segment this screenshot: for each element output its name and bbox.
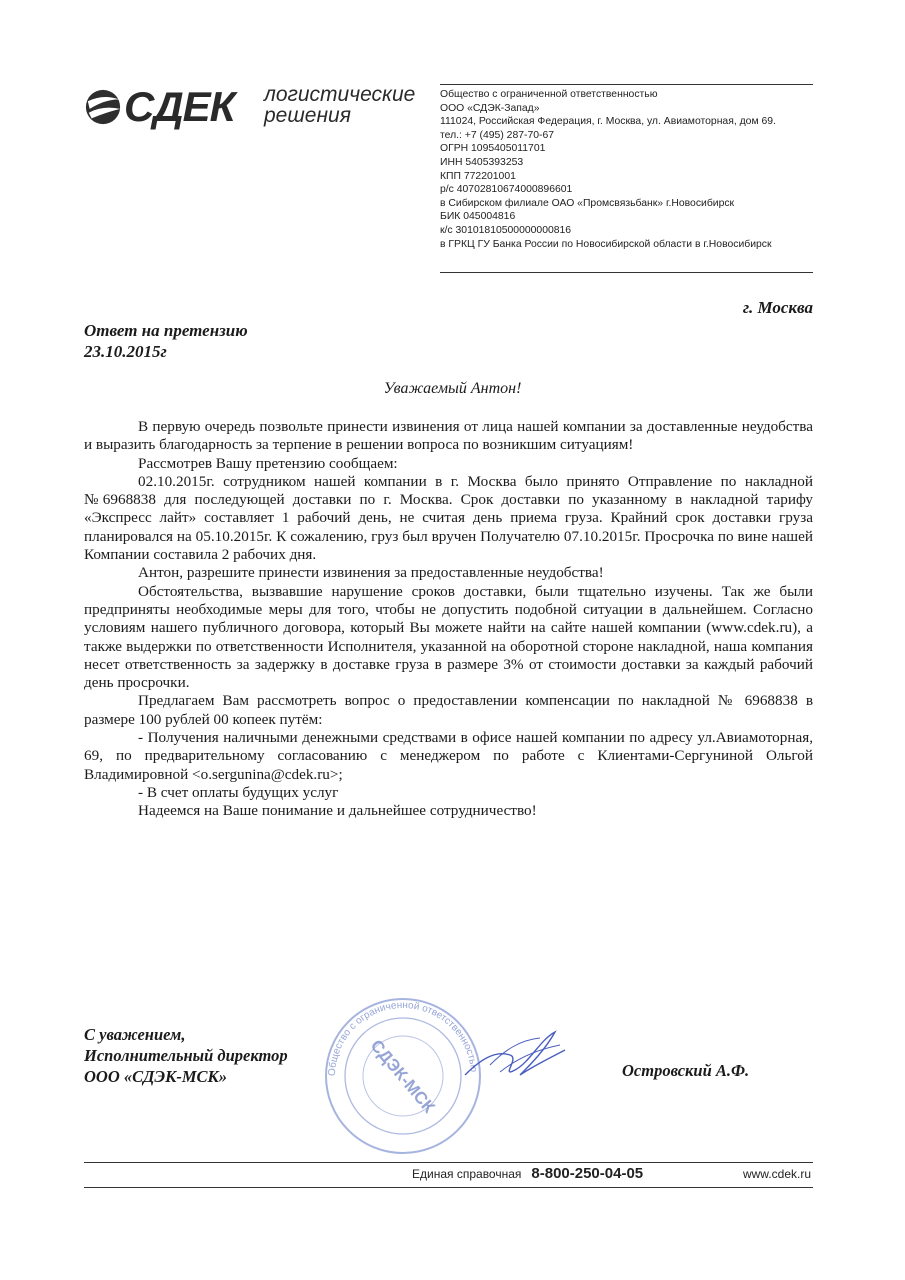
- company-logo: [84, 84, 434, 134]
- footer-top-rule: [84, 1162, 813, 1163]
- header-top-rule: [440, 84, 813, 85]
- letter-city: г. Москва: [742, 298, 813, 317]
- req-line: ИНН 5405393253: [440, 156, 524, 168]
- handwritten-signature: [460, 1020, 570, 1090]
- req-line: БИК 045004816: [440, 211, 516, 223]
- logo-tagline: [264, 84, 415, 126]
- logo-tagline-line2: решения: [264, 104, 351, 127]
- body-paragraph: 02.10.2015г. сотрудником нашей компании в г. Москва было принято Отправление по накладной №6968838 для последующей доставки по г. Москва. Срок доставки по указанному в накладной тарифу «Экспресс лайт» составляет 1 рабочий день, не считая день приема груза. Крайний срок доставки груза планировался на 05.10.2015г. К сожалению, груз был вручен Получателю 07.10.2015г. Просрочка по вине нашей Компании составила 2 рабочих дня.: [84, 472, 813, 564]
- req-line: к/с 30101810500000000816: [440, 224, 572, 236]
- letter-body: [84, 418, 813, 821]
- req-line: КПП 772201001: [440, 170, 516, 182]
- body-paragraph: Рассмотрев Вашу претензию сообщаем:: [138, 454, 398, 472]
- req-line: 111024, Российская Федерация, г. Москва, ул. Авиамоторная, дом 69.: [440, 116, 776, 128]
- letter-subject-block: [84, 320, 248, 362]
- svg-text:Общество с ограниченной ответс: Общество с ограниченной ответственностью: [326, 999, 479, 1077]
- signer-company: ООО «СДЭК-МСК»: [84, 1067, 227, 1086]
- signature-block: [84, 1024, 288, 1087]
- footer-bottom-rule: [84, 1187, 813, 1188]
- req-line: ОГРН 1095405011701: [440, 143, 546, 155]
- req-line: Общество с ограниченной ответственностью: [440, 89, 658, 100]
- footer-website: www.cdek.ru: [742, 1167, 811, 1181]
- company-requisites: [440, 88, 820, 251]
- body-paragraph: - В счет оплаты будущих услуг: [138, 783, 339, 801]
- body-paragraph: Предлагаем Вам рассмотреть вопрос о предоставлении компенсации по накладной № 6968838 в размере 100 рублей 00 копеек путём:: [84, 692, 813, 728]
- signer-name: Островский А.Ф.: [622, 1061, 750, 1080]
- req-line: р/с 40702810674000896601: [440, 184, 573, 196]
- hotline-label: Единая справочная: [412, 1167, 522, 1181]
- logo-brand-text: СДЕК: [124, 83, 235, 130]
- hotline-number: 8-800-250-04-05: [531, 1165, 644, 1182]
- globe-icon: [84, 88, 122, 126]
- body-paragraph: Антон, разрешите принести извинения за предоставленные неудобства!: [138, 564, 604, 582]
- header-bottom-rule: [440, 272, 813, 273]
- body-paragraph: Обстоятельства, вызвавшие нарушение сроков доставки, были тщательно изучены. Так же были предприняты необходимые меры для того, чтобы не допустить подобной ситуации в дальнейшем. Согласно условиям нашего публичного договора, который Вы можете найти на сайте нашей компании (www.cdek.ru), а также выдержки по ответственности Исполнителя, указанной на оборотной стороне накладной, наша компания несет ответственность за задержку в доставке груза в размере 3% от стоимости доставки за каждый рабочий день просрочки.: [84, 582, 813, 692]
- body-paragraph: В первую очередь позвольте принести извинения от лица нашей компании за доставленные неудобства и выразить благодарность за терпение в решении вопроса по возникшим ситуациям!: [84, 418, 813, 454]
- signer-position: Исполнительный директор: [84, 1046, 288, 1065]
- body-paragraph: - Получения наличными денежными средствами в офисе нашей компании по адресу ул.Авиамоторная, 69, по предварительному согласованию с менеджером по работе с Клиентами-Сергуниной Ольгой Владимировной <o.sergunina@cdek.ru>;: [84, 729, 813, 783]
- letter-subject: Ответ на претензию: [84, 321, 248, 340]
- body-paragraph: Надеемся на Ваше понимание и дальнейшее сотрудничество!: [138, 802, 537, 820]
- req-line: ООО «СДЭК-Запад»: [440, 102, 540, 114]
- letter-greeting: Уважаемый Антон!: [383, 380, 522, 397]
- req-line: в ГРКЦ ГУ Банка России по Новосибирской области в г.Новосибирск: [440, 238, 772, 250]
- logo-tagline-line1: логистические: [264, 83, 416, 106]
- letter-date: 23.10.2015г: [84, 342, 167, 361]
- svg-text:СДЭК-МСК: СДЭК-МСК: [366, 1036, 439, 1117]
- closing-line: С уважением,: [84, 1025, 186, 1044]
- footer-hotline: [412, 1164, 643, 1184]
- req-line: тел.: +7 (495) 287-70-67: [440, 129, 555, 141]
- req-line: в Сибирском филиале ОАО «Промсвязьбанк» г.Новосибирск: [440, 197, 735, 209]
